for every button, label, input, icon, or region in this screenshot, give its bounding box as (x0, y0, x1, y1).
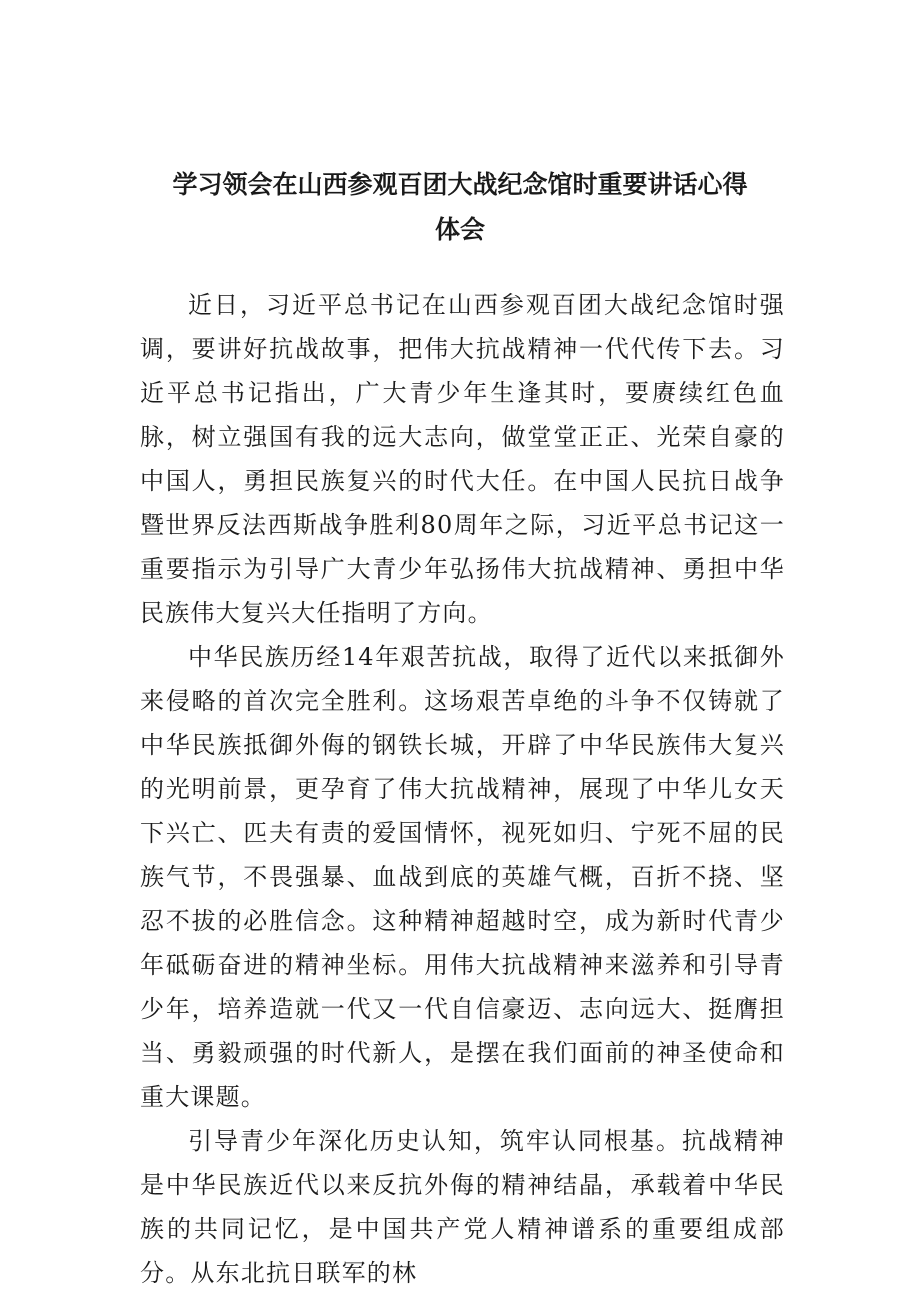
document-body (140, 283, 785, 1295)
paragraph-2: 中华民族历经14年艰苦抗战，取得了近代以来抵御外来侵略的首次完全胜利。这场艰苦卓绝的斗争不仅铸就了中华民族抵御外侮的钢铁长城，开辟了中华民族伟大复兴的光明前景，更孕育了伟大抗战精神，展现了中华儿女天下兴亡、匹夫有责的爱国情怀，视死如归、宁死不屈的民族气节，不畏强暴、血战到底的英雄气概，百折不挠、坚忍不拔的必胜信念。这种精神超越时空，成为新时代青少年砥砺奋进的精神坐标。用伟大抗战精神来滋养和引导青少年，培养造就一代又一代自信豪迈、志向远大、挺膺担当、勇毅顽强的时代新人，是摆在我们面前的神圣使命和重大课题。 (140, 643, 785, 1111)
document-title-line-1: 学习领会在山西参观百团大战纪念馆时重要讲话心得 (172, 170, 748, 199)
paragraph-3: 引导青少年深化历史认知，筑牢认同根基。抗战精神是中华民族近代以来反抗外侮的精神结晶，承载着中华民族的共同记忆，是中国共产党人精神谱系的重要组成部分。从东北抗日联军的林 (140, 1127, 785, 1287)
document-title-line-2: 体会 (434, 215, 485, 244)
paragraph-1: 近日，习近平总书记在山西参观百团大战纪念馆时强调，要讲好抗战故事，把伟大抗战精神一代代传下去。习近平总书记指出，广大青少年生逢其时，要赓续红色血脉，树立强国有我的远大志向，做堂堂正正、光荣自豪的中国人，勇担民族复兴的时代大任。在中国人民抗日战争暨世界反法西斯战争胜利80周年之际，习近平总书记这一重要指示为引导广大青少年弘扬伟大抗战精神、勇担中华民族伟大复兴大任指明了方向。 (140, 291, 785, 627)
